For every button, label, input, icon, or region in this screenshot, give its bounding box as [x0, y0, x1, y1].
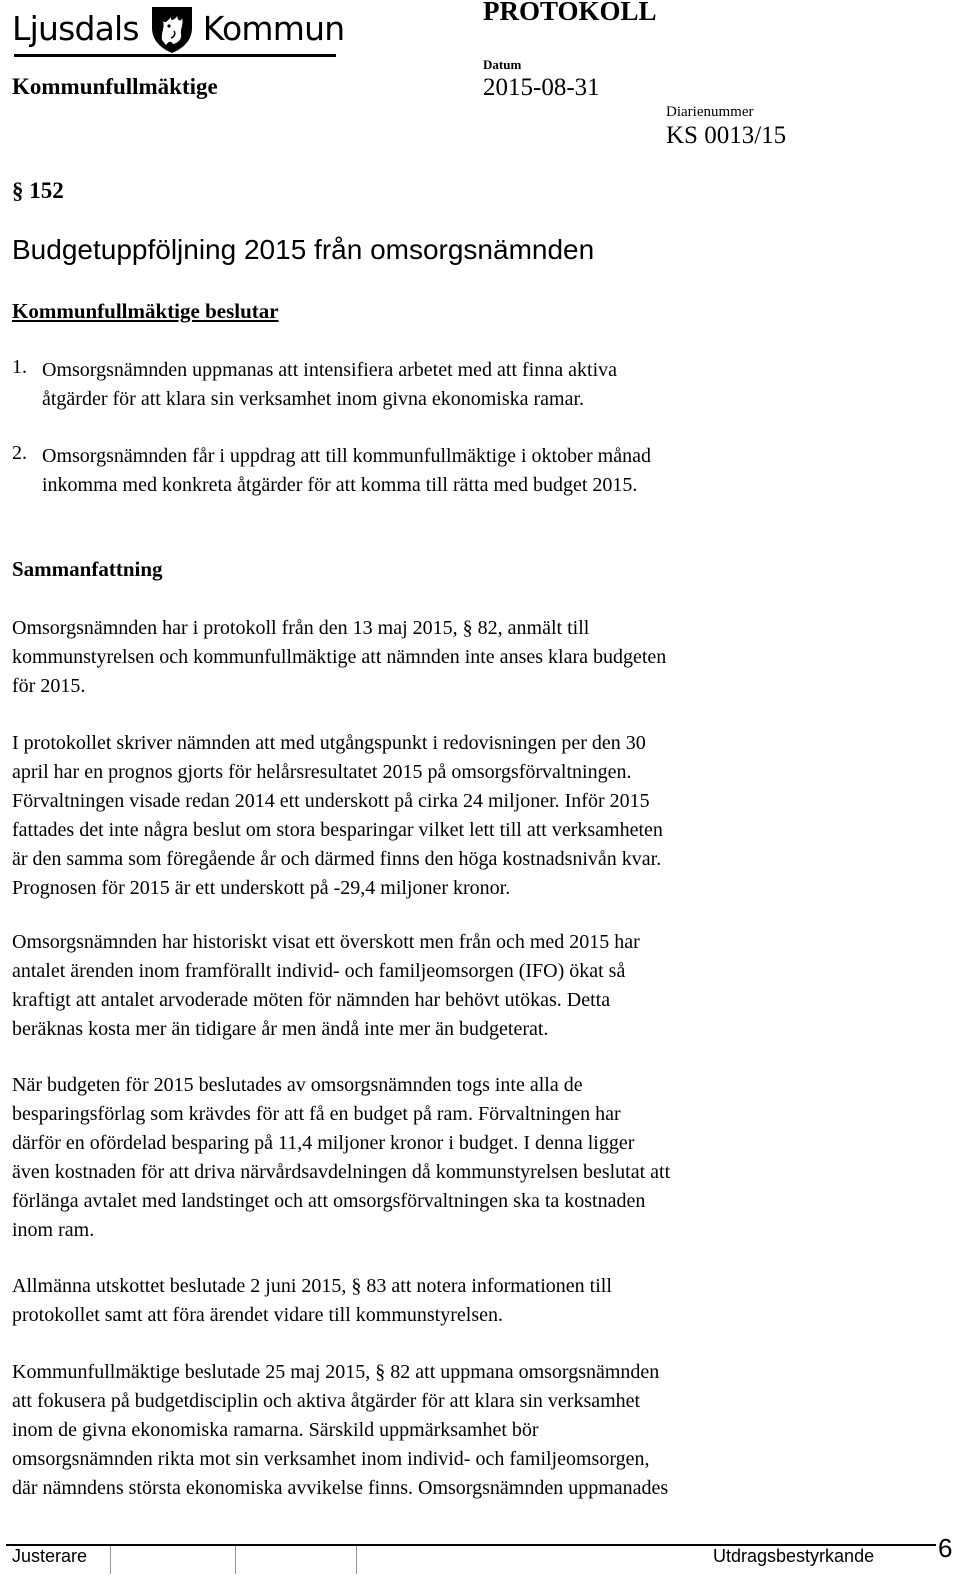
text-line: är den samma som föregående år och därmed finns den höga kostnadsnivån kvar.: [12, 848, 662, 870]
decision-1: [42, 356, 617, 414]
paragraph-4: [12, 1071, 670, 1245]
paragraph-1: [12, 614, 666, 701]
text-line: besparingsförlag som krävdes för att få en budget på ram. Förvaltningen har: [12, 1103, 621, 1125]
text-line: beräknas kosta mer än tidigare år men ändå inte mer än budgeterat.: [12, 1018, 549, 1040]
paragraph-6: [12, 1358, 668, 1503]
text-line: omsorgsnämnden rikta mot sin verksamhet inom individ- och familjeomsorgen,: [12, 1448, 650, 1470]
text-line: inom de givna ekonomiska ramarna. Särskild uppmärksamhet bör: [12, 1419, 539, 1441]
decision-line: Omsorgsnämnden uppmanas att intensifiera arbetet med att finna aktiva: [42, 359, 618, 381]
decision-heading: Kommunfullmäktige beslutar: [12, 299, 279, 323]
logo-underline: [14, 54, 336, 57]
decision-line: inkomma med konkreta åtgärder för att komma till rätta med budget 2015.: [42, 474, 638, 496]
decision-2: [42, 442, 651, 500]
utdragsbestyrkande-label: Utdragsbestyrkande: [713, 1546, 875, 1566]
diarienummer-label: Diarienummer: [666, 104, 754, 120]
municipality-logo: [12, 4, 344, 54]
text-line: Allmänna utskottet beslutade 2 juni 2015, § 83 att notera informationen till: [12, 1275, 612, 1297]
date-value: 2015-08-31: [483, 74, 600, 101]
signature-box: [236, 1546, 357, 1574]
text-line: april har en prognos gjorts för helårsresultatet 2015 på omsorgsförvaltningen.: [12, 761, 632, 783]
justerare-label: Justerare: [12, 1546, 88, 1566]
paragraph-5: [12, 1272, 612, 1330]
decision-line: Omsorgsnämnden får i uppdrag att till kommunfullmäktige i oktober månad: [42, 445, 651, 467]
text-line: även kostnaden för att driva närvårdsavdelningen då kommunstyrelsen beslutat att: [12, 1161, 671, 1183]
date-label: Datum: [483, 57, 522, 72]
text-line: När budgeten för 2015 beslutades av omsorgsnämnden togs inte alla de: [12, 1074, 583, 1096]
decision-2-number: 2.: [12, 442, 27, 464]
paragraph-2: [12, 729, 663, 903]
decision-line: åtgärder för att klara sin verksamhet inom givna ekonomiska ramar.: [42, 388, 585, 410]
text-line: kraftigt att antalet arvoderade möten för nämnden har behövt utökas. Detta: [12, 989, 611, 1011]
paragraph-number: § 152: [12, 178, 64, 203]
text-line: Prognosen för 2015 är ett underskott på -29,4 miljoner kronor.: [12, 877, 511, 899]
text-line: I protokollet skriver nämnden att med utgångspunkt i redovisningen per den 30: [12, 732, 646, 754]
text-line: inom ram.: [12, 1219, 95, 1241]
signature-box: [111, 1546, 236, 1574]
document-type-title: PROTOKOLL: [483, 0, 657, 26]
text-line: Förvaltningen visade redan 2014 ett underskott på cirka 24 miljoner. Inför 2015: [12, 790, 650, 812]
paragraph-3: [12, 928, 640, 1044]
text-line: därför en ofördelad besparing på 11,4 miljoner kronor i budget. I denna ligger: [12, 1132, 635, 1154]
text-line: antalet ärenden inom framförallt individ- och familjeomsorgen (IFO) ökat så: [12, 960, 626, 982]
text-line: Kommunfullmäktige beslutade 25 maj 2015, § 82 att uppmana omsorgsnämnden: [12, 1361, 660, 1383]
text-line: Omsorgsnämnden har historiskt visat ett överskott men från och med 2015 har: [12, 931, 640, 953]
text-line: att fokusera på budgetdisciplin och aktiva åtgärder för att klara sin verksamhet: [12, 1390, 641, 1412]
text-line: Omsorgsnämnden har i protokoll från den 13 maj 2015, § 82, anmält till: [12, 617, 590, 639]
text-line: för 2015.: [12, 675, 86, 697]
diarienummer-value: KS 0013/15: [666, 122, 787, 149]
page-title: Budgetuppföljning 2015 från omsorgsnämnden: [12, 234, 595, 265]
text-line: kommunstyrelsen och kommunfullmäktige att nämnden inte anses klara budgeten: [12, 646, 667, 668]
text-line: fattades det inte några beslut om stora besparingar vilket lett till att verksamheten: [12, 819, 663, 841]
logo-word-ljusdals: Ljusdals: [12, 9, 139, 48]
decision-1-number: 1.: [12, 356, 27, 378]
coat-of-arms-icon: [147, 4, 197, 54]
text-line: där nämndens största ekonomiska avvikelse finns. Omsorgsnämnden uppmanades: [12, 1477, 669, 1499]
text-line: förlänga avtalet med landstinget och att omsorgsförvaltningen ska ta kostnaden: [12, 1190, 646, 1212]
summary-heading: Sammanfattning: [12, 557, 163, 581]
page-number: 6: [938, 1533, 953, 1563]
organ-name: Kommunfullmäktige: [12, 74, 218, 99]
text-line: protokollet samt att föra ärendet vidare till kommunstyrelsen.: [12, 1304, 503, 1326]
logo-word-kommun: Kommun: [202, 9, 345, 48]
